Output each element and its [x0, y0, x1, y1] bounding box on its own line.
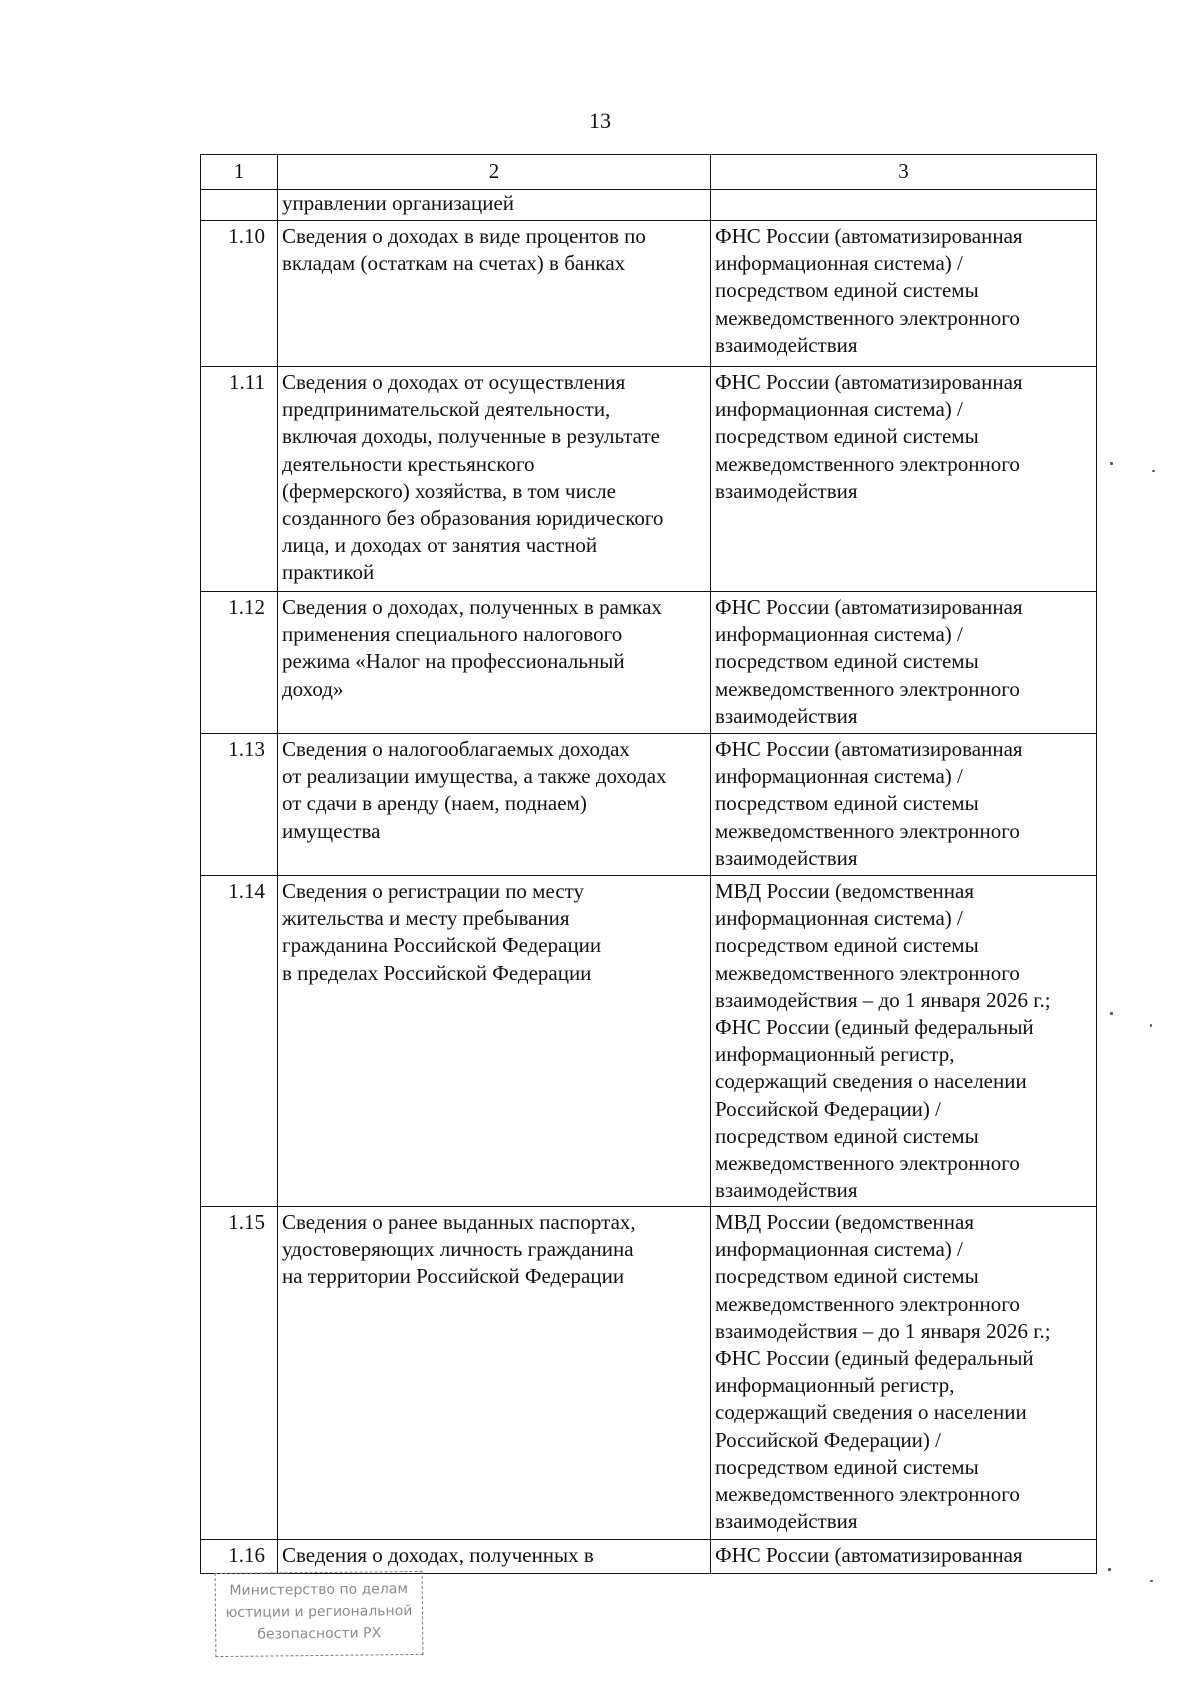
scan-speck — [1108, 1568, 1111, 1571]
row-info: Сведения о доходах, полученных в рамках применения специального налогового режима «Налог на профессиональный доход» — [278, 592, 711, 734]
row-info: Сведения о доходах в виде процентов по вкладам (остаткам на счетах) в банках — [278, 221, 711, 367]
page-number: 13 — [589, 108, 611, 133]
scan-speck — [1150, 1024, 1152, 1027]
table-row — [201, 190, 1097, 221]
table-row — [201, 592, 1097, 734]
stamp-line: безопасности РХ — [257, 1625, 382, 1643]
scan-speck — [1110, 462, 1113, 465]
row-source: МВД России (ведомственная информационная система) / посредством единой системы межведомственного электронного взаимодействия – до 1 января 2026 г.; ФНС России (единый федеральный информационный регистр, содержащий сведения о населении Российской Федерации) / посредством единой системы межведомственного электронного взаимодействия — [711, 876, 1097, 1207]
stamp-line: Министерство по делам — [229, 1581, 409, 1599]
row-info: управлении организацией — [278, 190, 711, 221]
table-row — [201, 876, 1097, 1207]
column-header: 3 — [711, 155, 1097, 190]
document-table — [200, 154, 1097, 1574]
row-number: 1.10 — [201, 221, 278, 367]
table-row — [201, 221, 1097, 367]
stamp-line: юстиции и региональной — [225, 1603, 413, 1621]
table-row — [201, 1540, 1097, 1574]
row-source: ФНС России (автоматизированная — [711, 1540, 1097, 1574]
table-row — [201, 1207, 1097, 1540]
row-number: 1.15 — [201, 1207, 278, 1540]
row-info: Сведения о доходах, полученных в — [278, 1540, 711, 1574]
row-number: 1.11 — [201, 367, 278, 592]
row-source: МВД России (ведомственная информационная система) / посредством единой системы межведомственного электронного взаимодействия – до 1 января 2026 г.; ФНС России (единый федеральный информационный регистр, содержащий сведения о населении Российской Федерации) / посредством единой системы межведомственного электронного взаимодействия — [711, 1207, 1097, 1540]
row-info: Сведения о ранее выданных паспортах, удостоверяющих личность гражданина на территории Российской Федерации — [278, 1207, 711, 1540]
scan-speck — [1110, 1012, 1113, 1015]
column-header: 1 — [201, 155, 278, 190]
row-number: 1.13 — [201, 734, 278, 876]
row-number: 1.16 — [201, 1540, 278, 1574]
scan-speck — [1152, 470, 1155, 472]
row-number — [201, 190, 278, 221]
table-row — [201, 734, 1097, 876]
row-number: 1.12 — [201, 592, 278, 734]
row-source: ФНС России (автоматизированная информационная система) / посредством единой системы межведомственного электронного взаимодействия — [711, 592, 1097, 734]
row-info: Сведения о налогооблагаемых доходах от реализации имущества, а также доходах от сдачи в аренду (наем, поднаем) имущества — [278, 734, 711, 876]
row-info: Сведения о доходах от осуществления предпринимательской деятельности, включая доходы, полученные в результате деятельности крестьянского (фермерского) хозяйства, в том числе созданного без образования юридического лица, и доходах от занятия частной практикой — [278, 367, 711, 592]
row-source: ФНС России (автоматизированная информационная система) / посредством единой системы межведомственного электронного взаимодействия — [711, 734, 1097, 876]
scan-speck — [1150, 1580, 1153, 1582]
row-info: Сведения о регистрации по месту жительства и месту пребывания гражданина Российской Федерации в пределах Российской Федерации — [278, 876, 711, 1207]
row-source: ФНС России (автоматизированная информационная система) / посредством единой системы межведомственного электронного взаимодействия — [711, 221, 1097, 367]
row-source — [711, 190, 1097, 221]
table-row — [201, 367, 1097, 592]
table-header-row — [201, 155, 1097, 190]
column-header: 2 — [278, 155, 711, 190]
ministry-stamp — [215, 1571, 424, 1657]
row-source: ФНС России (автоматизированная информационная система) / посредством единой системы межведомственного электронного взаимодействия — [711, 367, 1097, 592]
row-number: 1.14 — [201, 876, 278, 1207]
